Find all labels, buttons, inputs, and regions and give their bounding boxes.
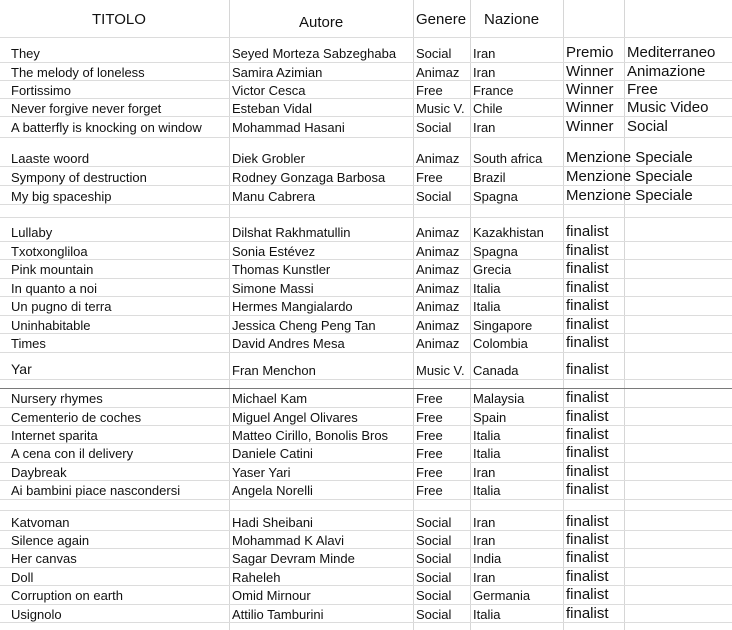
cell-nazione[interactable]: Italia xyxy=(473,446,501,461)
row-divider xyxy=(0,116,732,117)
cell-genere[interactable]: Free xyxy=(416,170,443,185)
row-divider xyxy=(0,259,732,260)
row-divider xyxy=(0,315,732,316)
cell-nazione[interactable]: Colombia xyxy=(473,336,528,351)
cell-autore[interactable]: Mohammad Hasani xyxy=(232,120,345,135)
row-divider xyxy=(0,217,732,218)
cell-premio[interactable]: finalist xyxy=(566,223,609,240)
cell-autore[interactable]: Michael Kam xyxy=(232,391,308,406)
cell-premio[interactable]: Premio xyxy=(566,44,614,61)
cell-genere[interactable]: Animaz xyxy=(416,65,460,80)
cell-categoria[interactable]: Mediterraneo xyxy=(627,44,716,61)
cell-autore[interactable]: Victor Cesca xyxy=(232,83,306,98)
cell-titolo[interactable]: Sympony of destruction xyxy=(11,170,147,185)
cell-nazione[interactable]: Iran xyxy=(473,570,496,585)
cell-categoria[interactable]: Social xyxy=(627,118,668,135)
cell-nazione[interactable]: Iran xyxy=(473,65,496,80)
cell-premio[interactable]: finalist xyxy=(566,549,609,566)
cell-autore[interactable]: Sonia Estévez xyxy=(232,244,316,259)
cell-nazione[interactable]: Iran xyxy=(473,120,496,135)
header-nazione[interactable]: Nazione xyxy=(484,11,540,28)
cell-genere[interactable]: Animaz xyxy=(416,262,460,277)
cell-premio[interactable]: Winner xyxy=(566,118,614,135)
cell-premio[interactable]: finalist xyxy=(566,297,609,314)
cell-nazione[interactable]: Iran xyxy=(473,533,496,548)
cell-autore[interactable]: David Andres Mesa xyxy=(232,336,345,351)
cell-premio[interactable]: finalist xyxy=(566,316,609,333)
cell-premio[interactable]: Winner xyxy=(566,99,614,116)
cell-titolo[interactable]: Daybreak xyxy=(11,465,67,480)
cell-autore[interactable]: Simone Massi xyxy=(232,281,314,296)
cell-autore[interactable]: Rodney Gonzaga Barbosa xyxy=(232,170,386,185)
cell-nazione[interactable]: Chile xyxy=(473,101,503,116)
cell-autore[interactable]: Hadi Sheibani xyxy=(232,515,313,530)
row-divider xyxy=(0,567,732,568)
cell-genere[interactable]: Free xyxy=(416,391,443,406)
cell-premio[interactable]: finalist xyxy=(566,481,609,498)
row-divider xyxy=(0,407,732,408)
row-divider xyxy=(0,443,732,444)
row-divider xyxy=(0,333,732,334)
cell-nazione[interactable]: Malaysia xyxy=(473,391,525,406)
row-divider xyxy=(0,241,732,242)
row-divider xyxy=(0,388,732,389)
cell-autore[interactable]: Matteo Cirillo, Bonolis Bros xyxy=(232,428,389,443)
cell-titolo[interactable]: Doll xyxy=(11,570,34,585)
cell-titolo[interactable]: Lullaby xyxy=(11,225,53,240)
row-divider xyxy=(0,622,732,623)
cell-titolo[interactable]: A cena con il delivery xyxy=(11,446,134,461)
cell-autore[interactable]: Jessica Cheng Peng Tan xyxy=(232,318,376,333)
cell-titolo[interactable]: Yar xyxy=(11,361,32,377)
cell-autore[interactable]: Raheleh xyxy=(232,570,281,585)
cell-genere[interactable]: Social xyxy=(416,189,452,204)
cell-nazione[interactable]: France xyxy=(473,83,514,98)
row-divider xyxy=(0,530,732,531)
cell-titolo[interactable]: Fortissimo xyxy=(11,83,71,98)
cell-autore[interactable]: Fran Menchon xyxy=(232,363,316,378)
cell-premio[interactable]: finalist xyxy=(566,361,609,378)
cell-genere[interactable]: Animaz xyxy=(416,281,460,296)
cell-genere[interactable]: Animaz xyxy=(416,318,460,333)
cell-autore[interactable]: Sagar Devram Minde xyxy=(232,551,355,566)
cell-titolo[interactable]: Un pugno di terra xyxy=(11,299,112,314)
row-divider xyxy=(0,296,732,297)
cell-nazione[interactable]: Canada xyxy=(473,363,519,378)
cell-genere[interactable]: Social xyxy=(416,551,452,566)
cell-nazione[interactable]: Italia xyxy=(473,299,501,314)
cell-premio[interactable]: finalist xyxy=(566,260,609,277)
cell-autore[interactable]: Manu Cabrera xyxy=(232,189,316,204)
cell-premio[interactable]: Winner xyxy=(566,63,614,80)
cell-titolo[interactable]: Corruption on earth xyxy=(11,588,124,603)
cell-titolo[interactable]: Cementerio de coches xyxy=(11,410,142,425)
cell-autore[interactable]: Angela Norelli xyxy=(232,483,313,498)
cell-nazione[interactable]: Italia xyxy=(473,607,501,622)
cell-genere[interactable]: Animaz xyxy=(416,151,460,166)
cell-categoria[interactable]: Music Video xyxy=(627,99,709,116)
cell-genere[interactable]: Social xyxy=(416,570,452,585)
cell-genere[interactable]: Animaz xyxy=(416,244,460,259)
cell-nazione[interactable]: Iran xyxy=(473,46,496,61)
row-divider xyxy=(0,137,732,138)
cell-autore[interactable]: Diek Grobler xyxy=(232,151,305,166)
cell-genere[interactable]: Social xyxy=(416,515,452,530)
cell-titolo[interactable]: Never forgive never forget xyxy=(11,101,162,116)
cell-premio[interactable]: finalist xyxy=(566,426,609,443)
cell-autore[interactable]: Mohammad K Alavi xyxy=(232,533,344,548)
cell-autore[interactable]: Miguel Angel Olivares xyxy=(232,410,358,425)
cell-premio[interactable]: finalist xyxy=(566,334,609,351)
cell-titolo[interactable]: The melody of loneless xyxy=(11,65,145,80)
cell-autore[interactable]: Seyed Morteza Sabzeghaba xyxy=(232,46,397,61)
cell-premio[interactable]: finalist xyxy=(566,242,609,259)
cell-autore[interactable]: Attilio Tamburini xyxy=(232,607,324,622)
cell-premio[interactable]: finalist xyxy=(566,531,609,548)
cell-premio[interactable]: finalist xyxy=(566,408,609,425)
cell-genere[interactable]: Free xyxy=(416,465,443,480)
cell-titolo[interactable]: A batterfly is knocking on window xyxy=(11,120,202,135)
cell-autore[interactable]: Yaser Yari xyxy=(232,465,291,480)
cell-genere[interactable]: Social xyxy=(416,46,452,61)
cell-premio[interactable]: finalist xyxy=(566,389,609,406)
cell-nazione[interactable]: Brazil xyxy=(473,170,506,185)
row-divider xyxy=(0,37,732,38)
cell-genere[interactable]: Free xyxy=(416,410,443,425)
row-divider xyxy=(0,166,732,167)
cell-nazione[interactable]: Spagna xyxy=(473,189,518,204)
cell-nazione[interactable]: Iran xyxy=(473,515,496,530)
cell-titolo[interactable]: Silence again xyxy=(11,533,90,548)
cell-premio[interactable]: finalist xyxy=(566,444,609,461)
row-divider xyxy=(0,204,732,205)
cell-titolo[interactable]: Internet sparita xyxy=(11,428,98,443)
cell-premio[interactable]: Winner xyxy=(566,81,614,98)
cell-premio[interactable]: Menzione Speciale xyxy=(566,187,693,204)
cell-titolo[interactable]: Pink mountain xyxy=(11,262,94,277)
row-divider xyxy=(0,425,732,426)
cell-titolo[interactable]: Her canvas xyxy=(11,551,77,566)
cell-titolo[interactable]: They xyxy=(11,46,40,61)
cell-titolo[interactable]: Laaste woord xyxy=(11,151,90,166)
cell-genere[interactable]: Animaz xyxy=(416,336,460,351)
row-divider xyxy=(0,462,732,463)
cell-titolo[interactable]: Times xyxy=(11,336,46,351)
row-divider xyxy=(0,62,732,63)
cell-genere[interactable]: Social xyxy=(416,607,452,622)
cell-nazione[interactable]: Italia xyxy=(473,281,501,296)
cell-genere[interactable]: Music V. xyxy=(416,101,465,116)
row-divider xyxy=(0,98,732,99)
cell-premio[interactable]: finalist xyxy=(566,513,609,530)
cell-nazione[interactable]: Italia xyxy=(473,428,501,443)
cell-premio[interactable]: finalist xyxy=(566,605,609,622)
row-divider xyxy=(0,499,732,500)
cell-categoria[interactable]: Free xyxy=(627,81,658,98)
cell-categoria[interactable]: Animazione xyxy=(627,63,706,80)
row-divider xyxy=(0,278,732,279)
cell-autore[interactable]: Dilshat Rakhmatullin xyxy=(232,225,351,240)
row-divider xyxy=(0,480,732,481)
cell-nazione[interactable]: India xyxy=(473,551,502,566)
cell-genere[interactable]: Free xyxy=(416,483,443,498)
cell-titolo[interactable]: Uninhabitable xyxy=(11,318,91,333)
cell-titolo[interactable]: Katvoman xyxy=(11,515,70,530)
cell-titolo[interactable]: Ai bambini piace nascondersi xyxy=(11,483,181,498)
cell-genere[interactable]: Animaz xyxy=(416,299,460,314)
cell-nazione[interactable]: Kazakhistan xyxy=(473,225,544,240)
row-divider xyxy=(0,185,732,186)
cell-nazione[interactable]: Grecia xyxy=(473,262,512,277)
cell-premio[interactable]: finalist xyxy=(566,463,609,480)
cell-premio[interactable]: Menzione Speciale xyxy=(566,149,693,166)
cell-nazione[interactable]: Spain xyxy=(473,410,507,425)
cell-genere[interactable]: Social xyxy=(416,588,452,603)
cell-autore[interactable]: Daniele Catini xyxy=(232,446,313,461)
header-genere[interactable]: Genere xyxy=(416,11,467,28)
cell-premio[interactable]: Menzione Speciale xyxy=(566,168,693,185)
cell-autore[interactable]: Thomas Kunstler xyxy=(232,262,331,277)
cell-genere[interactable]: Animaz xyxy=(416,225,460,240)
cell-autore[interactable]: Samira Azimian xyxy=(232,65,323,80)
cell-nazione[interactable]: Singapore xyxy=(473,318,533,333)
cell-nazione[interactable]: Germania xyxy=(473,588,531,603)
row-divider xyxy=(0,548,732,549)
cell-titolo[interactable]: Txotxongliloa xyxy=(11,244,88,259)
cell-nazione[interactable]: Spagna xyxy=(473,244,518,259)
cell-genere[interactable]: Free xyxy=(416,446,443,461)
row-divider xyxy=(0,379,732,380)
cell-titolo[interactable]: Usignolo xyxy=(11,607,62,622)
cell-premio[interactable]: finalist xyxy=(566,568,609,585)
cell-nazione[interactable]: Iran xyxy=(473,465,496,480)
cell-titolo[interactable]: Nursery rhymes xyxy=(11,391,103,406)
cell-nazione[interactable]: Italia xyxy=(473,483,501,498)
cell-genere[interactable]: Social xyxy=(416,120,452,135)
row-divider xyxy=(0,510,732,511)
cell-autore[interactable]: Esteban Vidal xyxy=(232,101,312,116)
header-titolo[interactable]: TITOLO xyxy=(92,11,146,28)
header-autore[interactable]: Autore xyxy=(299,14,344,31)
cell-autore[interactable]: Omid Mirnour xyxy=(232,588,311,603)
cell-premio[interactable]: finalist xyxy=(566,279,609,296)
cell-genere[interactable]: Music V. xyxy=(416,363,465,378)
cell-genere[interactable]: Free xyxy=(416,428,443,443)
cell-titolo[interactable]: In quanto a noi xyxy=(11,281,98,296)
cell-titolo[interactable]: My big spaceship xyxy=(11,189,112,204)
cell-nazione[interactable]: South africa xyxy=(473,151,543,166)
row-divider xyxy=(0,585,732,586)
row-divider xyxy=(0,352,732,353)
row-divider xyxy=(0,80,732,81)
cell-autore[interactable]: Hermes Mangialardo xyxy=(232,299,353,314)
cell-genere[interactable]: Social xyxy=(416,533,452,548)
cell-genere[interactable]: Free xyxy=(416,83,443,98)
row-divider xyxy=(0,604,732,605)
cell-premio[interactable]: finalist xyxy=(566,586,609,603)
